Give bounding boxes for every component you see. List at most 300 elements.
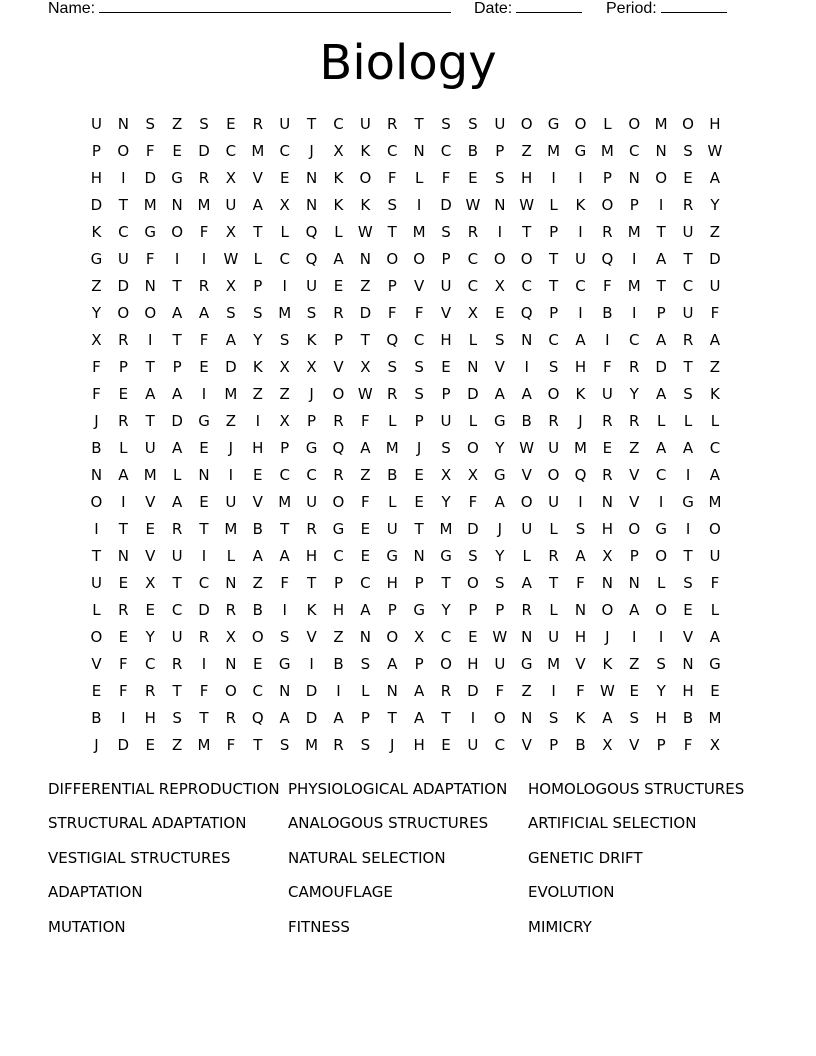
grid-letter[interactable]: Y bbox=[145, 628, 155, 646]
grid-letter[interactable]: R bbox=[198, 277, 210, 295]
grid-letter[interactable]: T bbox=[118, 196, 128, 214]
name-blank-line[interactable] bbox=[99, 0, 451, 13]
grid-letter[interactable]: I bbox=[578, 223, 583, 241]
grid-letter[interactable]: H bbox=[413, 736, 425, 754]
grid-letter[interactable]: P bbox=[414, 574, 424, 592]
grid-letter[interactable]: Z bbox=[225, 412, 237, 430]
grid-letter[interactable]: O bbox=[90, 493, 103, 511]
grid-letter[interactable]: F bbox=[92, 358, 101, 376]
grid-letter[interactable]: B bbox=[575, 736, 586, 754]
grid-letter[interactable]: L bbox=[388, 493, 397, 511]
grid-letter[interactable]: S bbox=[468, 115, 478, 133]
grid-letter[interactable]: T bbox=[172, 277, 182, 295]
grid-letter[interactable]: C bbox=[279, 250, 290, 268]
grid-letter[interactable]: A bbox=[387, 655, 398, 673]
grid-letter[interactable]: S bbox=[414, 358, 424, 376]
grid-letter[interactable]: R bbox=[252, 115, 263, 133]
grid-letter[interactable]: T bbox=[441, 574, 451, 592]
grid-letter[interactable]: I bbox=[605, 331, 610, 349]
grid-letter[interactable]: E bbox=[199, 493, 209, 511]
grid-letter[interactable]: S bbox=[495, 574, 505, 592]
grid-letter[interactable]: I bbox=[282, 277, 287, 295]
grid-letter[interactable]: P bbox=[172, 358, 182, 376]
grid-letter[interactable]: R bbox=[629, 412, 640, 430]
grid-letter[interactable]: R bbox=[333, 304, 344, 322]
grid-letter[interactable]: T bbox=[549, 250, 559, 268]
grid-letter[interactable]: I bbox=[228, 466, 234, 484]
grid-letter[interactable]: N bbox=[467, 358, 479, 376]
grid-letter[interactable]: U bbox=[225, 493, 237, 511]
grid-letter[interactable]: R bbox=[118, 331, 129, 349]
grid-letter[interactable]: I bbox=[148, 331, 153, 349]
grid-letter[interactable]: J bbox=[416, 439, 422, 457]
grid-letter[interactable]: U bbox=[386, 520, 398, 538]
grid-letter[interactable]: T bbox=[253, 736, 263, 754]
grid-letter[interactable]: E bbox=[199, 358, 209, 376]
grid-letter[interactable]: P bbox=[333, 331, 343, 349]
grid-letter[interactable]: R bbox=[548, 547, 559, 565]
grid-letter[interactable]: V bbox=[252, 493, 263, 511]
grid-letter[interactable]: Z bbox=[333, 628, 344, 646]
grid-letter[interactable]: S bbox=[387, 358, 397, 376]
grid-letter[interactable]: Q bbox=[251, 709, 264, 727]
grid-letter[interactable]: N bbox=[413, 547, 425, 565]
grid-letter[interactable]: M bbox=[547, 142, 561, 160]
grid-letter[interactable]: A bbox=[709, 331, 721, 349]
grid-letter[interactable]: C bbox=[494, 736, 506, 754]
grid-letter[interactable]: W bbox=[223, 250, 239, 268]
grid-letter[interactable]: A bbox=[171, 493, 183, 511]
grid-letter[interactable]: X bbox=[360, 358, 371, 376]
grid-letter[interactable]: N bbox=[279, 682, 291, 700]
grid-letter[interactable]: I bbox=[551, 169, 556, 187]
grid-letter[interactable]: B bbox=[91, 709, 102, 727]
grid-letter[interactable]: R bbox=[602, 412, 613, 430]
grid-letter[interactable]: W bbox=[707, 142, 723, 160]
grid-letter[interactable]: M bbox=[278, 304, 292, 322]
grid-letter[interactable]: M bbox=[385, 439, 399, 457]
grid-letter[interactable]: T bbox=[91, 547, 102, 565]
grid-letter[interactable]: I bbox=[524, 358, 529, 376]
grid-letter[interactable]: R bbox=[171, 655, 183, 673]
grid-letter[interactable]: T bbox=[172, 331, 182, 349]
grid-letter[interactable]: T bbox=[549, 574, 559, 592]
grid-letter[interactable]: R bbox=[225, 709, 237, 727]
grid-letter[interactable]: G bbox=[413, 601, 425, 619]
grid-letter[interactable]: E bbox=[118, 628, 129, 646]
grid-letter[interactable]: N bbox=[521, 709, 533, 727]
grid-letter[interactable]: Q bbox=[305, 223, 318, 241]
grid-letter[interactable]: I bbox=[658, 493, 664, 511]
grid-letter[interactable]: J bbox=[309, 385, 314, 403]
grid-letter[interactable]: T bbox=[549, 277, 559, 295]
grid-letter[interactable]: U bbox=[709, 277, 721, 295]
grid-letter[interactable]: B bbox=[387, 466, 398, 484]
grid-letter[interactable]: K bbox=[252, 358, 263, 376]
grid-letter[interactable]: Y bbox=[495, 547, 505, 565]
grid-letter[interactable]: A bbox=[360, 601, 371, 619]
grid-letter[interactable]: X bbox=[145, 574, 156, 592]
grid-letter[interactable]: H bbox=[601, 520, 613, 538]
grid-letter[interactable]: V bbox=[333, 358, 344, 376]
grid-letter[interactable]: A bbox=[279, 547, 290, 565]
grid-letter[interactable]: Z bbox=[171, 736, 183, 754]
grid-letter[interactable]: D bbox=[305, 709, 318, 727]
grid-letter[interactable]: P bbox=[333, 574, 343, 592]
grid-letter[interactable]: M bbox=[708, 709, 722, 727]
grid-letter[interactable]: C bbox=[171, 601, 183, 619]
grid-letter[interactable]: E bbox=[360, 520, 371, 538]
grid-letter[interactable]: F bbox=[92, 385, 101, 403]
grid-letter[interactable]: L bbox=[683, 412, 693, 430]
grid-letter[interactable]: O bbox=[655, 169, 668, 187]
grid-letter[interactable]: W bbox=[519, 196, 535, 214]
grid-letter[interactable]: X bbox=[306, 358, 317, 376]
grid-letter[interactable]: V bbox=[682, 628, 694, 646]
grid-letter[interactable]: D bbox=[440, 196, 452, 214]
grid-letter[interactable]: P bbox=[280, 439, 290, 457]
grid-letter[interactable]: S bbox=[495, 331, 505, 349]
grid-letter[interactable]: O bbox=[467, 574, 479, 592]
grid-letter[interactable]: D bbox=[117, 736, 130, 754]
grid-letter[interactable]: H bbox=[332, 601, 345, 619]
grid-letter[interactable]: X bbox=[91, 331, 102, 349]
grid-letter[interactable]: C bbox=[413, 331, 425, 349]
grid-letter[interactable]: A bbox=[521, 385, 532, 403]
grid-letter[interactable]: U bbox=[709, 547, 721, 565]
grid-letter[interactable]: D bbox=[198, 601, 210, 619]
grid-letter[interactable]: A bbox=[709, 628, 721, 646]
grid-letter[interactable]: X bbox=[333, 142, 344, 160]
grid-letter[interactable]: O bbox=[386, 628, 399, 646]
grid-letter[interactable]: A bbox=[145, 385, 156, 403]
grid-letter[interactable]: D bbox=[305, 682, 318, 700]
grid-letter[interactable]: O bbox=[332, 493, 345, 511]
grid-letter[interactable]: A bbox=[171, 439, 183, 457]
grid-letter[interactable]: Y bbox=[441, 601, 451, 619]
period-blank-line[interactable] bbox=[661, 0, 727, 13]
grid-letter[interactable]: E bbox=[172, 142, 182, 160]
grid-letter[interactable]: K bbox=[575, 385, 586, 403]
grid-letter[interactable]: A bbox=[629, 601, 640, 619]
grid-letter[interactable]: P bbox=[253, 277, 263, 295]
grid-letter[interactable]: Q bbox=[574, 466, 587, 484]
grid-letter[interactable]: M bbox=[224, 520, 238, 538]
grid-letter[interactable]: D bbox=[90, 196, 103, 214]
grid-letter[interactable]: C bbox=[225, 142, 237, 160]
grid-letter[interactable]: Y bbox=[253, 331, 263, 349]
grid-letter[interactable]: N bbox=[144, 277, 156, 295]
grid-letter[interactable]: S bbox=[468, 547, 478, 565]
grid-letter[interactable]: S bbox=[279, 736, 290, 754]
grid-letter[interactable]: C bbox=[440, 628, 452, 646]
grid-letter[interactable]: Q bbox=[332, 439, 345, 457]
grid-letter[interactable]: G bbox=[682, 493, 694, 511]
grid-letter[interactable]: H bbox=[305, 547, 318, 565]
grid-letter[interactable]: U bbox=[90, 115, 102, 133]
grid-letter[interactable]: M bbox=[251, 142, 265, 160]
grid-letter[interactable]: A bbox=[171, 385, 183, 403]
grid-letter[interactable]: P bbox=[495, 142, 505, 160]
grid-letter[interactable]: U bbox=[494, 655, 506, 673]
grid-letter[interactable]: X bbox=[279, 196, 290, 214]
grid-letter[interactable]: M bbox=[143, 466, 157, 484]
grid-letter[interactable]: C bbox=[279, 466, 290, 484]
grid-letter[interactable]: M bbox=[627, 223, 641, 241]
grid-letter[interactable]: D bbox=[171, 412, 183, 430]
grid-letter[interactable]: X bbox=[225, 277, 237, 295]
grid-letter[interactable]: A bbox=[575, 547, 586, 565]
grid-letter[interactable]: U bbox=[521, 520, 533, 538]
grid-letter[interactable]: V bbox=[252, 169, 263, 187]
grid-letter[interactable]: Q bbox=[386, 331, 399, 349]
grid-letter[interactable]: M bbox=[412, 223, 426, 241]
grid-letter[interactable]: T bbox=[172, 682, 182, 700]
grid-letter[interactable]: F bbox=[226, 736, 236, 754]
grid-letter[interactable]: X bbox=[440, 466, 452, 484]
grid-letter[interactable]: C bbox=[521, 277, 532, 295]
grid-letter[interactable]: S bbox=[575, 520, 586, 538]
date-field[interactable] bbox=[474, 0, 582, 18]
grid-letter[interactable]: L bbox=[388, 412, 397, 430]
grid-letter[interactable]: F bbox=[280, 574, 289, 592]
grid-letter[interactable]: S bbox=[253, 304, 263, 322]
grid-letter[interactable]: X bbox=[413, 628, 425, 646]
grid-letter[interactable]: I bbox=[632, 250, 637, 268]
grid-letter[interactable]: L bbox=[226, 547, 236, 565]
grid-letter[interactable]: I bbox=[201, 655, 207, 673]
grid-letter[interactable]: R bbox=[306, 520, 317, 538]
grid-letter[interactable]: M bbox=[547, 655, 561, 673]
grid-letter[interactable]: Z bbox=[521, 142, 532, 160]
grid-letter[interactable]: R bbox=[198, 628, 210, 646]
grid-letter[interactable]: A bbox=[118, 466, 129, 484]
grid-letter[interactable]: X bbox=[225, 169, 237, 187]
grid-letter[interactable]: P bbox=[495, 601, 505, 619]
grid-letter[interactable]: F bbox=[576, 682, 585, 700]
grid-letter[interactable]: C bbox=[333, 547, 344, 565]
grid-letter[interactable]: B bbox=[252, 601, 263, 619]
grid-letter[interactable]: T bbox=[414, 520, 424, 538]
grid-letter[interactable]: L bbox=[549, 601, 558, 619]
grid-letter[interactable]: I bbox=[201, 547, 207, 565]
grid-letter[interactable]: I bbox=[201, 250, 207, 268]
grid-letter[interactable]: O bbox=[493, 250, 506, 268]
grid-letter[interactable]: I bbox=[121, 493, 126, 511]
grid-letter[interactable]: I bbox=[470, 709, 476, 727]
grid-letter[interactable]: R bbox=[118, 412, 129, 430]
grid-letter[interactable]: L bbox=[603, 115, 612, 133]
grid-letter[interactable]: Z bbox=[279, 385, 290, 403]
grid-letter[interactable]: M bbox=[305, 736, 319, 754]
grid-letter[interactable]: V bbox=[521, 466, 532, 484]
grid-letter[interactable]: S bbox=[226, 304, 236, 322]
grid-letter[interactable]: O bbox=[655, 601, 668, 619]
grid-letter[interactable]: V bbox=[629, 466, 640, 484]
grid-letter[interactable]: E bbox=[226, 115, 236, 133]
grid-letter[interactable]: T bbox=[118, 520, 128, 538]
grid-letter[interactable]: F bbox=[199, 682, 209, 700]
grid-letter[interactable]: M bbox=[224, 385, 238, 403]
grid-letter[interactable]: R bbox=[225, 601, 237, 619]
grid-letter[interactable]: O bbox=[144, 304, 157, 322]
grid-letter[interactable]: K bbox=[333, 169, 344, 187]
grid-letter[interactable]: O bbox=[117, 142, 130, 160]
grid-letter[interactable]: P bbox=[656, 736, 666, 754]
grid-letter[interactable]: I bbox=[416, 196, 422, 214]
grid-letter[interactable]: P bbox=[360, 709, 370, 727]
grid-letter[interactable]: A bbox=[494, 493, 505, 511]
grid-letter[interactable]: I bbox=[309, 655, 314, 673]
grid-letter[interactable]: O bbox=[440, 655, 452, 673]
grid-letter[interactable]: E bbox=[253, 655, 263, 673]
grid-letter[interactable]: U bbox=[90, 574, 102, 592]
grid-letter[interactable]: O bbox=[386, 250, 399, 268]
grid-letter[interactable]: B bbox=[333, 655, 344, 673]
grid-letter[interactable]: C bbox=[198, 574, 210, 592]
grid-letter[interactable]: D bbox=[709, 250, 721, 268]
grid-letter[interactable]: A bbox=[602, 709, 613, 727]
grid-letter[interactable]: L bbox=[334, 223, 343, 241]
grid-letter[interactable]: C bbox=[709, 439, 721, 457]
grid-letter[interactable]: Z bbox=[360, 466, 371, 484]
grid-letter[interactable]: S bbox=[360, 655, 371, 673]
grid-letter[interactable]: G bbox=[278, 655, 291, 673]
grid-letter[interactable]: C bbox=[548, 331, 559, 349]
grid-letter[interactable]: C bbox=[629, 142, 640, 160]
grid-letter[interactable]: S bbox=[145, 115, 155, 133]
grid-letter[interactable]: C bbox=[333, 115, 344, 133]
grid-letter[interactable]: U bbox=[682, 304, 694, 322]
grid-letter[interactable]: U bbox=[574, 250, 586, 268]
grid-letter[interactable]: G bbox=[305, 439, 318, 457]
grid-letter[interactable]: H bbox=[574, 628, 587, 646]
grid-letter[interactable]: E bbox=[118, 385, 129, 403]
grid-letter[interactable]: R bbox=[118, 601, 129, 619]
grid-letter[interactable]: K bbox=[360, 142, 371, 160]
grid-letter[interactable]: N bbox=[117, 547, 129, 565]
grid-letter[interactable]: U bbox=[171, 547, 183, 565]
grid-letter[interactable]: P bbox=[602, 169, 612, 187]
grid-letter[interactable]: X bbox=[602, 547, 613, 565]
grid-letter[interactable]: N bbox=[574, 601, 587, 619]
grid-letter[interactable]: W bbox=[519, 439, 535, 457]
grid-letter[interactable]: A bbox=[682, 439, 694, 457]
grid-letter[interactable]: H bbox=[682, 682, 694, 700]
grid-letter[interactable]: A bbox=[414, 682, 425, 700]
grid-letter[interactable]: V bbox=[306, 628, 317, 646]
grid-letter[interactable]: N bbox=[171, 196, 183, 214]
grid-letter[interactable]: Y bbox=[629, 385, 639, 403]
grid-letter[interactable]: I bbox=[578, 304, 583, 322]
grid-letter[interactable]: D bbox=[359, 304, 372, 322]
grid-letter[interactable]: S bbox=[441, 223, 451, 241]
grid-letter[interactable]: Q bbox=[305, 250, 318, 268]
grid-letter[interactable]: T bbox=[387, 223, 397, 241]
grid-letter[interactable]: D bbox=[225, 358, 237, 376]
grid-letter[interactable]: U bbox=[225, 196, 237, 214]
grid-letter[interactable]: D bbox=[655, 358, 667, 376]
grid-letter[interactable]: D bbox=[117, 277, 130, 295]
grid-letter[interactable]: F bbox=[199, 223, 209, 241]
grid-letter[interactable]: Z bbox=[171, 115, 183, 133]
grid-letter[interactable]: S bbox=[199, 115, 209, 133]
grid-letter[interactable]: N bbox=[359, 628, 371, 646]
grid-letter[interactable]: R bbox=[333, 466, 344, 484]
grid-letter[interactable]: E bbox=[710, 682, 720, 700]
grid-letter[interactable]: P bbox=[414, 655, 424, 673]
grid-letter[interactable]: L bbox=[549, 196, 558, 214]
grid-letter[interactable]: A bbox=[333, 250, 344, 268]
grid-letter[interactable]: F bbox=[145, 250, 155, 268]
grid-letter[interactable]: D bbox=[467, 520, 479, 538]
grid-letter[interactable]: E bbox=[91, 682, 102, 700]
grid-letter[interactable]: F bbox=[495, 682, 505, 700]
grid-letter[interactable]: O bbox=[413, 250, 426, 268]
grid-letter[interactable]: S bbox=[441, 115, 451, 133]
grid-letter[interactable]: V bbox=[575, 655, 586, 673]
grid-letter[interactable]: S bbox=[548, 709, 559, 727]
grid-letter[interactable]: N bbox=[413, 142, 425, 160]
grid-letter[interactable]: D bbox=[198, 142, 210, 160]
grid-letter[interactable]: M bbox=[197, 196, 211, 214]
grid-letter[interactable]: M bbox=[708, 493, 722, 511]
grid-letter[interactable]: F bbox=[199, 331, 209, 349]
grid-letter[interactable]: V bbox=[145, 493, 156, 511]
grid-letter[interactable]: Z bbox=[709, 358, 721, 376]
grid-letter[interactable]: L bbox=[253, 250, 262, 268]
grid-letter[interactable]: J bbox=[497, 520, 503, 538]
grid-letter[interactable]: S bbox=[548, 358, 559, 376]
grid-letter[interactable]: L bbox=[172, 466, 182, 484]
grid-letter[interactable]: E bbox=[414, 493, 424, 511]
grid-letter[interactable]: E bbox=[253, 466, 263, 484]
grid-letter[interactable]: S bbox=[441, 439, 451, 457]
grid-letter[interactable]: S bbox=[683, 574, 693, 592]
grid-letter[interactable]: N bbox=[225, 574, 237, 592]
grid-letter[interactable]: T bbox=[360, 331, 370, 349]
grid-letter[interactable]: G bbox=[171, 169, 183, 187]
grid-letter[interactable]: Y bbox=[441, 493, 451, 511]
grid-letter[interactable]: A bbox=[656, 250, 667, 268]
grid-letter[interactable]: O bbox=[251, 628, 264, 646]
grid-letter[interactable]: F bbox=[361, 493, 370, 511]
grid-letter[interactable]: M bbox=[278, 493, 292, 511]
grid-letter[interactable]: E bbox=[199, 439, 209, 457]
grid-letter[interactable]: A bbox=[360, 439, 371, 457]
grid-letter[interactable]: V bbox=[629, 493, 640, 511]
grid-letter[interactable]: E bbox=[279, 169, 290, 187]
grid-letter[interactable]: Y bbox=[91, 304, 102, 322]
grid-letter[interactable]: K bbox=[575, 709, 586, 727]
grid-letter[interactable]: C bbox=[306, 466, 317, 484]
grid-letter[interactable]: T bbox=[253, 223, 263, 241]
grid-letter[interactable]: L bbox=[468, 412, 478, 430]
grid-letter[interactable]: E bbox=[441, 358, 451, 376]
grid-letter[interactable]: R bbox=[387, 115, 398, 133]
grid-letter[interactable]: T bbox=[172, 574, 182, 592]
grid-letter[interactable]: J bbox=[94, 412, 99, 430]
grid-letter[interactable]: N bbox=[225, 655, 237, 673]
grid-letter[interactable]: E bbox=[414, 466, 424, 484]
grid-letter[interactable]: N bbox=[359, 250, 371, 268]
grid-letter[interactable]: F bbox=[576, 574, 585, 592]
grid-letter[interactable]: C bbox=[387, 142, 398, 160]
grid-letter[interactable]: E bbox=[145, 736, 155, 754]
grid-letter[interactable]: R bbox=[602, 223, 613, 241]
grid-letter[interactable]: F bbox=[603, 358, 612, 376]
grid-letter[interactable]: F bbox=[361, 412, 370, 430]
